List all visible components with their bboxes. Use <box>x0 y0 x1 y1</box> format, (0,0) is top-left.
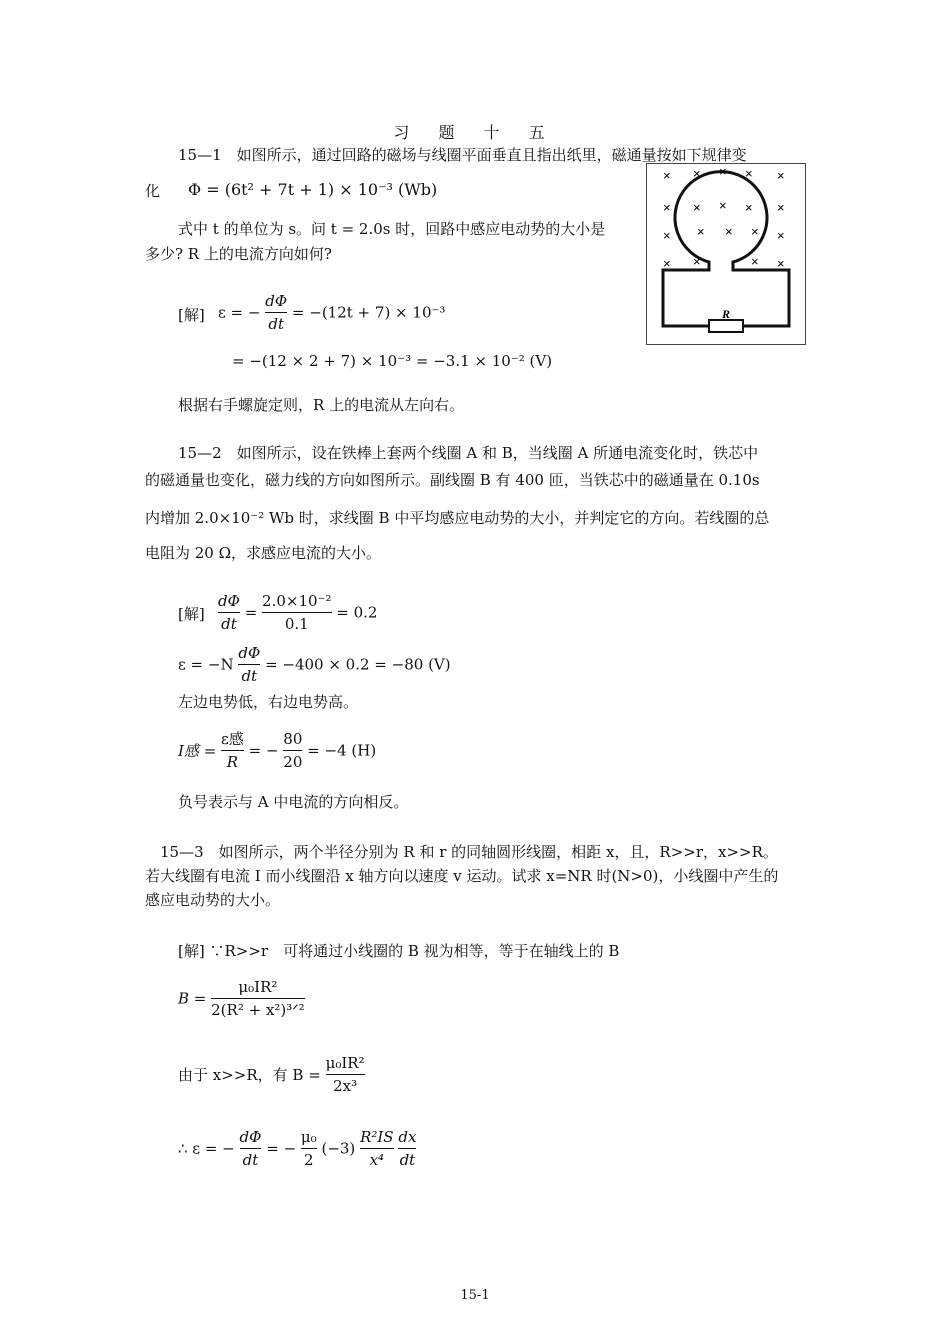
minus: = − <box>266 1139 297 1158</box>
numerator: ε感 <box>221 728 244 751</box>
problem-1-intro-cont: 化 <box>145 182 161 200</box>
current-result: = −4 (H) <box>307 741 377 760</box>
numerator: 80 <box>283 728 302 751</box>
problem-3-solution: [解] ∵R>>r 可将通过小线圈的 B 视为相等，等于在轴线上的 B <box>178 942 620 960</box>
cross-mark: × <box>751 224 759 239</box>
flux-formula: Φ = (6t² + 7t + 1) × 10⁻³ (Wb) <box>188 180 438 199</box>
current-equation <box>178 728 376 773</box>
emf-over-resistance <box>221 728 244 773</box>
cross-mark: × <box>693 166 701 181</box>
cross-mark: × <box>745 200 753 215</box>
wire-loop <box>663 172 789 326</box>
emf-derivation-1 <box>218 290 445 335</box>
problem-3-line-3: 感应电动势的大小。 <box>145 891 281 909</box>
cross-mark: × <box>663 168 671 183</box>
sign-explanation: 负号表示与 A 中电流的方向相反。 <box>178 793 409 811</box>
numerator: μ₀IR² <box>326 1052 365 1075</box>
problem-3-line-1: 15—3 如图所示，两个半径分别为 R 和 r 的同轴圆形线圈，相距 x，且，R>>r，x>>R。 <box>160 843 778 861</box>
resistor-label: R <box>722 307 731 321</box>
derivative-fraction <box>238 642 260 687</box>
cross-mark: × <box>751 254 759 269</box>
emf-lhs: ∴ ε = − <box>178 1139 235 1158</box>
resistor <box>709 320 743 332</box>
result: = 0.2 <box>336 603 378 622</box>
field-lhs: B = <box>178 989 207 1008</box>
denominator: 2x³ <box>333 1077 358 1095</box>
page-number: 15-1 <box>460 1288 490 1303</box>
numerator: 2.0×10⁻² <box>262 590 331 613</box>
denominator: dt <box>221 615 237 633</box>
emf-result-equation <box>178 1126 416 1171</box>
denominator: 2 <box>304 1151 314 1169</box>
emf-derivation-2: = −(12 × 2 + 7) × 10⁻³ = −3.1 × 10⁻² (V) <box>232 352 553 370</box>
current-lhs: I感 = <box>178 742 217 760</box>
numerator: dΦ <box>265 290 287 313</box>
page-title: 习 题 十 五 <box>393 123 557 142</box>
field-fraction <box>211 976 305 1021</box>
factor: (−3) <box>321 1139 356 1158</box>
numerator: dΦ <box>238 642 260 665</box>
emf-equation <box>178 642 451 687</box>
denominator: 0.1 <box>284 615 309 633</box>
solution-label: [解] <box>178 605 205 623</box>
denominator: x⁴ <box>369 1151 385 1169</box>
denominator: dt <box>241 667 258 685</box>
numerator: R²IS <box>360 1126 394 1149</box>
problem-3-line-2: 若大线圈有电流 I 而小线圈沿 x 轴方向以速度 v 运动。试求 x=NR 时(N>0)，小线圈中产生的 <box>145 867 779 885</box>
problem-1-intro: 15—1 如图所示，通过回路的磁场与线圈平面垂直且指出纸里，磁通量按如下规律变 <box>178 146 747 164</box>
derivative-fraction <box>265 290 287 335</box>
loop-diagram <box>647 164 805 344</box>
cross-mark: × <box>777 228 785 243</box>
cross-mark: × <box>725 224 733 239</box>
emf-rhs: = −(12t + 7) × 10⁻³ <box>291 303 446 322</box>
denominator: dt <box>399 1151 416 1169</box>
denominator: 20 <box>283 753 303 771</box>
solution-label: [解] <box>178 306 205 324</box>
problem-2-line-1: 15—2 如图所示，设在铁棒上套两个线圈 A 和 B，当线圈 A 所通电流变化时，铁芯中 <box>178 444 759 462</box>
value-fraction <box>283 728 302 773</box>
emf-lhs: ε = − <box>218 303 261 322</box>
numerator: dΦ <box>218 590 240 613</box>
denominator: dt <box>268 315 284 333</box>
cross-mark: × <box>663 256 671 271</box>
problem-1-question: 式中 t 的单位为 s。问 t = 2.0s 时，回路中感应电动势的大小是 <box>178 220 606 238</box>
problem-1-question-cont: 多少? R 上的电流方向如何? <box>145 245 332 263</box>
value-fraction <box>262 590 331 635</box>
problem-2-line-4: 电阻为 20 Ω，求感应电流的大小。 <box>145 544 382 562</box>
cross-mark: × <box>777 168 785 183</box>
numerator: μ₀IR² <box>211 976 305 999</box>
mu-fraction <box>301 1126 317 1171</box>
field-equation <box>178 976 305 1021</box>
cross-mark: × <box>777 200 785 215</box>
denominator: 2(R² + x²)³ᐟ² <box>211 1001 305 1019</box>
cross-mark: × <box>693 254 701 269</box>
denominator: R <box>226 753 239 771</box>
cross-mark: × <box>719 198 727 213</box>
potential-statement: 左边电势低，右边电势高。 <box>178 693 359 711</box>
cross-mark: × <box>745 166 753 181</box>
circuit-figure <box>646 163 806 345</box>
cross-mark: × <box>719 164 727 179</box>
cross-mark: × <box>663 228 671 243</box>
flux-rate-equation <box>218 590 377 635</box>
derivative-fraction <box>240 1126 262 1171</box>
direction-conclusion: 根据右手螺旋定则，R 上的电流从左向右。 <box>178 396 465 414</box>
cross-mark: × <box>663 200 671 215</box>
emf-rhs: = −400 × 0.2 = −80 (V) <box>265 655 451 674</box>
cross-mark: × <box>697 224 705 239</box>
field-approximation <box>178 1052 365 1097</box>
cross-mark: × <box>777 256 785 271</box>
approx-text: 由于 x>>R，有 B = <box>178 1066 321 1084</box>
problem-2-line-2: 的磁通量也变化，磁力线的方向如图所示。副线圈 B 有 400 匝，当铁芯中的磁通量在 0.10s <box>145 471 760 489</box>
numerator: dx <box>398 1126 416 1149</box>
numerator: dΦ <box>240 1126 262 1149</box>
problem-2-line-3: 内增加 2.0×10⁻² Wb 时，求线圈 B 中平均感应电动势的大小，并判定它的方向。若线圈的总 <box>145 509 770 527</box>
r-fraction <box>360 1126 394 1171</box>
emf-lhs: ε = −N <box>178 655 234 674</box>
approx-fraction <box>326 1052 365 1097</box>
velocity-fraction <box>398 1126 416 1171</box>
derivative-fraction <box>218 590 240 635</box>
equals: = <box>244 603 258 622</box>
denominator: dt <box>242 1151 259 1169</box>
cross-mark: × <box>693 200 701 215</box>
minus: = − <box>248 741 279 760</box>
numerator: μ₀ <box>301 1126 317 1149</box>
